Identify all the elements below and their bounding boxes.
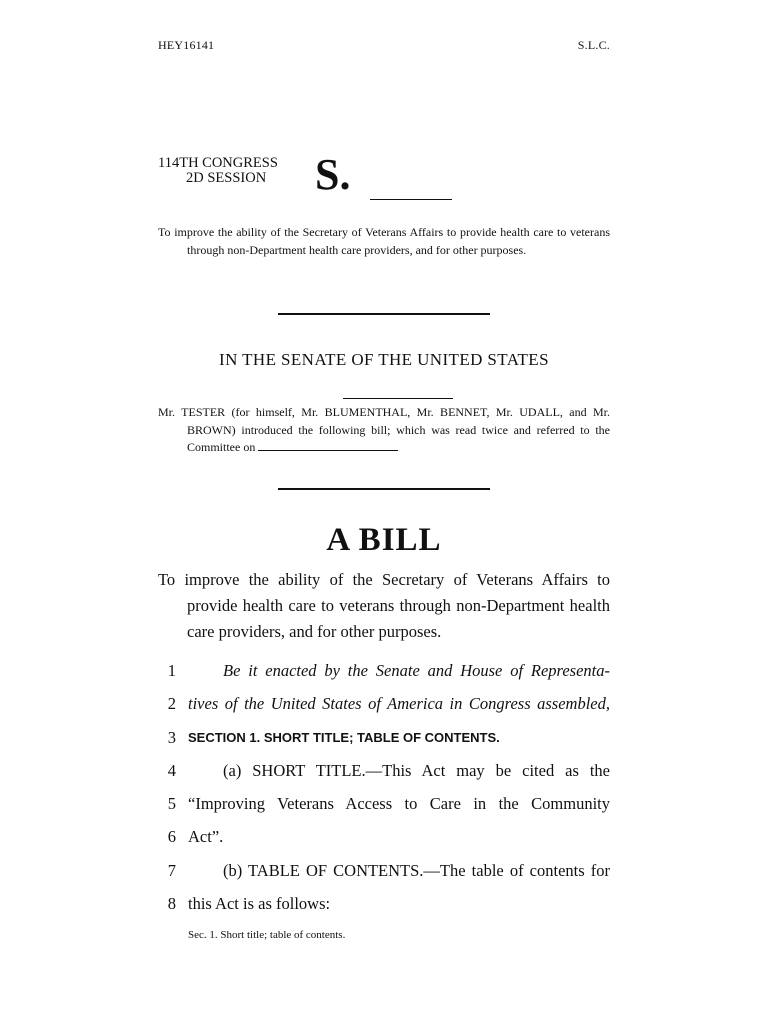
long-purpose: To improve the ability of the Secretary of Veterans Affairs to provide health care to veterans through non-Department health care providers, and for other purposes. — [158, 570, 610, 641]
line-number: 4 — [167, 761, 176, 780]
line-text: Be it enacted by the Senate and House of Representa- — [223, 661, 610, 680]
line-number: 3 — [167, 728, 176, 747]
divider-rule — [278, 488, 490, 490]
congress-block — [158, 156, 278, 186]
bill-line — [150, 754, 620, 787]
divider-rule — [278, 313, 490, 315]
congress-number: 114TH CONGRESS — [158, 155, 278, 171]
bill-number-blank — [370, 199, 452, 200]
committee-blank — [258, 440, 398, 451]
introduction-text: Mr. TESTER (for himself, Mr. BLUMENTHAL, Mr. BENNET, Mr. UDALL, and Mr. BROWN) introduced the following bill; which was read twice and referred to the Committee on — [158, 405, 610, 454]
introduction-paragraph — [158, 404, 610, 457]
bill-title: A BILL — [326, 522, 442, 558]
bill-line — [150, 854, 620, 887]
section-heading: SECTION 1. SHORT TITLE; TABLE OF CONTENTS. — [188, 730, 500, 745]
line-text: this Act is as follows: — [188, 894, 331, 913]
bill-prefix: S. — [315, 150, 351, 199]
line-number: 6 — [167, 827, 176, 846]
bill-line — [150, 787, 620, 820]
line-text: Act”. — [188, 827, 224, 846]
document-id: HEY16141 — [158, 38, 215, 52]
bill-line — [150, 820, 620, 853]
bill-line — [150, 687, 620, 720]
toc-entry: Sec. 1. Short title; table of contents. — [188, 929, 346, 941]
line-number: 8 — [167, 894, 176, 913]
line-text: “Improving Veterans Access to Care in the Community — [188, 794, 610, 813]
line-text: tives of the United States of America in Congress assembled, — [188, 694, 610, 713]
line-number: 2 — [167, 694, 176, 713]
divider-thin — [343, 398, 453, 399]
session-label: 2D SESSION — [186, 170, 267, 186]
slc-marker: S.L.C. — [577, 38, 610, 52]
short-purpose: To improve the ability of the Secretary of Veterans Affairs to provide health care to veterans through non-Department health care providers, and for other purposes. — [158, 225, 610, 257]
line-text: (b) TABLE OF CONTENTS.—The table of contents for — [223, 861, 610, 880]
line-number: 5 — [167, 794, 176, 813]
chamber-heading: IN THE SENATE OF THE UNITED STATES — [219, 350, 549, 369]
bill-line — [150, 721, 620, 754]
bill-line — [150, 654, 620, 687]
bill-line — [150, 887, 620, 920]
line-number: 7 — [167, 861, 176, 880]
line-number: 1 — [167, 661, 176, 680]
line-text: (a) SHORT TITLE.—This Act may be cited as the — [223, 761, 610, 780]
